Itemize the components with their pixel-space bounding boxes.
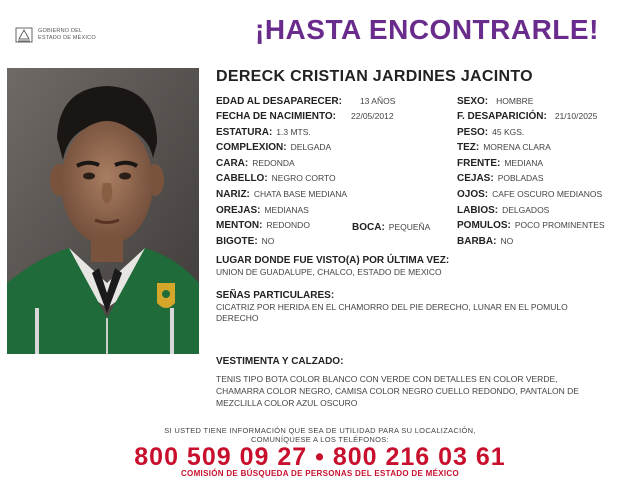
field-value: POBLADAS [497, 173, 544, 183]
missing-person-photo [7, 68, 199, 354]
commission-name: COMISIÓN DE BÚSQUEDA DE PERSONAS DEL ESTADO DE MÉXICO [180, 469, 459, 478]
field-value: PEQUEÑA [388, 222, 431, 232]
field-value: MEDIANAS [264, 205, 309, 215]
field-value: NO [500, 236, 514, 246]
field-value: 21/10/2025 [554, 111, 598, 121]
field-value: HOMBRE [496, 96, 534, 106]
field-value: DELGADA [290, 142, 332, 152]
field-label: COMPLEXION: [216, 142, 287, 153]
field-edad [216, 96, 395, 107]
field-label: CEJAS: [457, 173, 494, 184]
field-cejas [457, 173, 544, 184]
field-cara [216, 158, 295, 169]
field-label: SEXO: [457, 96, 489, 107]
field-orejas [216, 205, 309, 216]
phone-1[interactable]: 800 509 09 27 [134, 443, 308, 471]
field-label: PESO: [457, 127, 489, 138]
field-value: REDONDA [252, 158, 295, 168]
footer-note-2: COMUNÍQUESE A LOS TELÉFONOS: [251, 435, 389, 444]
field-label: ESTATURA: [216, 127, 273, 138]
field-value: POCO PROMINENTES [514, 220, 605, 230]
marks-title: SEÑAS PARTICULARES: [216, 290, 335, 301]
phone-numbers [0, 443, 640, 472]
field-label: FECHA DE NACIMIENTO: [216, 111, 336, 122]
field-pomulos [457, 220, 605, 231]
marks-line-1: CICATRIZ POR HERIDA EN EL CHAMORRO DEL PIE DERECHO, LUNAR EN EL POMULO [216, 302, 568, 312]
logo-line-1: GOBIERNO DEL [38, 28, 83, 34]
field-boca [352, 222, 430, 233]
field-value: NEGRO CORTO [271, 173, 336, 183]
state-seal-icon [14, 25, 34, 45]
field-ojos [457, 189, 602, 200]
field-value: REDONDO [266, 220, 310, 230]
field-fecha-nacimiento [216, 111, 394, 122]
government-logo [14, 24, 124, 46]
field-value: DELGADOS [502, 205, 550, 215]
field-label: CARA: [216, 158, 249, 169]
field-value: 1.3 MTS. [276, 127, 311, 137]
field-sexo [457, 96, 533, 107]
field-value: NO [261, 236, 275, 246]
footer-note-1: SI USTED TIENE INFORMACIÓN QUE SEA DE UTILIDAD PARA SU LOCALIZACIÓN, [164, 426, 476, 435]
field-frente [457, 158, 543, 169]
clothing-line-2: CHAMARRA COLOR NEGRO, CAMISA COLOR NEGRO CUELLO REDONDO, PANTALON DE [216, 386, 579, 396]
field-label: POMULOS: [457, 220, 511, 231]
field-nariz [216, 189, 347, 200]
field-fecha-desaparicion [457, 111, 597, 122]
clothing-line-1: TENIS TIPO BOTA COLOR BLANCO CON VERDE CON DETALLES EN COLOR VERDE, [216, 374, 558, 384]
logo-line-2: ESTADO DE MÉXICO [38, 35, 96, 41]
clothing-line-3: MEZCLILLA COLOR AZUL OSCURO [216, 398, 358, 408]
field-peso [457, 127, 524, 138]
field-label: EDAD AL DESAPARECER: [216, 96, 342, 107]
field-label: OREJAS: [216, 205, 261, 216]
field-label: F. DESAPARICIÓN: [457, 111, 547, 122]
field-menton [216, 220, 310, 231]
field-label: BIGOTE: [216, 236, 258, 247]
field-complexion [216, 142, 331, 153]
last-seen-title: LUGAR DONDE FUE VISTO(A) POR ÚLTIMA VEZ: [216, 255, 450, 266]
field-value: CAFE OSCURO MEDIANOS [492, 189, 603, 199]
phone-separator: • [315, 443, 325, 471]
field-label: BARBA: [457, 236, 497, 247]
field-value: MORENA CLARA [483, 142, 551, 152]
headline: ¡HASTA ENCONTRARLE! [255, 14, 599, 45]
field-label: NARIZ: [216, 189, 250, 200]
field-labios [457, 205, 549, 216]
field-label: BOCA: [352, 222, 385, 233]
field-cabello [216, 173, 336, 184]
marks-line-2: DERECHO [216, 313, 259, 323]
field-barba [457, 236, 513, 247]
field-value: 13 AÑOS [359, 96, 396, 106]
field-label: MENTON: [216, 220, 263, 231]
field-label: CABELLO: [216, 173, 268, 184]
field-label: OJOS: [457, 189, 489, 200]
field-estatura [216, 127, 311, 138]
field-value: 22/05/2012 [351, 111, 394, 121]
field-value: MEDIANA [504, 158, 544, 168]
field-value: 45 KGS. [492, 127, 525, 137]
field-label: LABIOS: [457, 205, 499, 216]
field-label: TEZ: [457, 142, 480, 153]
field-bigote [216, 236, 274, 247]
field-tez [457, 142, 551, 153]
last-seen-text: UNION DE GUADALUPE, CHALCO, ESTADO DE MEXICO [216, 267, 442, 277]
field-value: CHATA BASE MEDIANA [253, 189, 348, 199]
field-label: FRENTE: [457, 158, 501, 169]
phone-2[interactable]: 800 216 03 61 [332, 443, 506, 471]
clothing-title: VESTIMENTA Y CALZADO: [216, 356, 344, 367]
person-name: DERECK CRISTIAN JARDINES JACINTO [216, 68, 533, 85]
